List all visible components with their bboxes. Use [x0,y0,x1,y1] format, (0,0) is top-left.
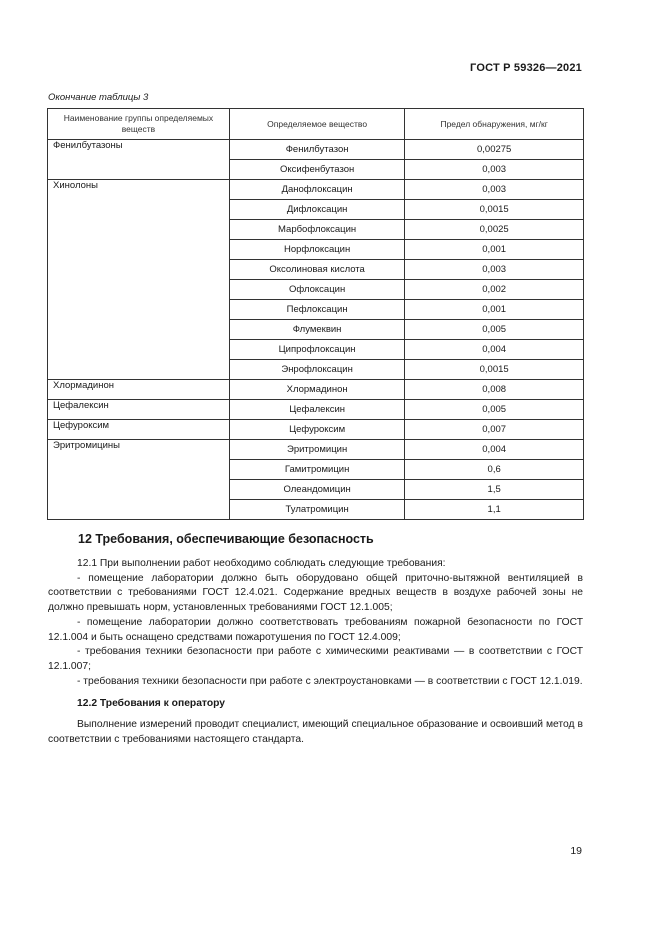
header-limit: Предел обнаружения, мг/кг [405,109,584,140]
substance-cell: Гамитромицин [229,460,404,480]
substance-cell: Пефлоксацин [229,300,404,320]
group-name-cell: Эритромицины [48,440,230,520]
substance-cell: Цефалексин [229,400,404,420]
limit-cell: 0,003 [405,180,584,200]
section-body [48,557,583,747]
substance-cell: Данофлоксацин [229,180,404,200]
group-name-cell: Цефуроксим [48,420,230,440]
table-row [48,380,584,400]
page-number: 19 [570,845,582,857]
table-caption: Окончание таблицы 3 [48,92,149,103]
limit-cell: 0,007 [405,420,584,440]
substance-cell: Марбофлоксацин [229,220,404,240]
limit-cell: 0,008 [405,380,584,400]
limit-cell: 0,0015 [405,360,584,380]
table-body [48,140,584,520]
substance-cell: Фенилбутазон [229,140,404,160]
limit-cell: 0,001 [405,300,584,320]
substance-cell: Флумеквин [229,320,404,340]
substance-cell: Ципрофлоксацин [229,340,404,360]
subsection-title: 12.2 Требования к оператору [77,698,226,710]
header-group: Наименование группы определяемых веществ [48,109,230,140]
paragraph: Выполнение измерений проводит специалист, имеющий специальное образование и освоивший метод в соответствии с требованиями настоящего стандарта. [48,719,583,745]
paragraph: - помещение лаборатории должно быть оборудовано общей приточно-вытяжной вентиляцией в соответствии с требованиями ГОСТ 12.4.021. Содержание вредных веществ в воздухе рабочей зоны не должно превышать норм, установленных требованиями ГОСТ 12.1.005; [48,572,583,614]
group-name-cell: Цефалексин [48,400,230,420]
paragraph: - помещение лаборатории должно соответствовать требованиям пожарной безопасности по ГОСТ 12.1.004 и быть оснащено средствами пожаротушения по ГОСТ 12.4.009; [48,616,583,643]
limit-cell: 0,001 [405,240,584,260]
limit-cell: 1,5 [405,480,584,500]
limit-cell: 1,1 [405,500,584,520]
substance-cell: Оксифенбутазон [229,160,404,180]
paragraph: - требования техники безопасности при работе с химическими реактивами — в соответствии с ГОСТ 12.1.007; [48,646,583,672]
table-row [48,180,584,200]
substance-cell: Цефуроксим [229,420,404,440]
limit-cell: 0,0015 [405,200,584,220]
substance-cell: Энрофлоксацин [229,360,404,380]
limit-cell: 0,0025 [405,220,584,240]
limit-cell: 0,00275 [405,140,584,160]
substance-cell: Эритромицин [229,440,404,460]
substance-cell: Норфлоксацин [229,240,404,260]
paragraph: - требования техники безопасности при работе с электроустановками — в соответствии с ГОСТ 12.1.019. [77,675,583,687]
substance-cell: Олеандомицин [229,480,404,500]
table-row [48,400,584,420]
limit-cell: 0,004 [405,440,584,460]
group-name-cell: Фенилбутазоны [48,140,230,180]
substance-cell: Дифлоксацин [229,200,404,220]
group-name-cell: Хлормадинон [48,380,230,400]
substance-cell: Оксолиновая кислота [229,260,404,280]
limit-cell: 0,005 [405,400,584,420]
section-title: 12 Требования, обеспечивающие безопасность [78,532,374,546]
substance-cell: Офлоксацин [229,280,404,300]
limit-cell: 0,6 [405,460,584,480]
table-row [48,440,584,460]
substance-cell: Тулатромицин [229,500,404,520]
limit-cell: 0,002 [405,280,584,300]
limit-cell: 0,003 [405,260,584,280]
header-substance: Определяемое вещество [229,109,404,140]
limit-cell: 0,004 [405,340,584,360]
paragraph: 12.1 При выполнении работ необходимо соблюдать следующие требования: [77,558,446,569]
limit-cell: 0,005 [405,320,584,340]
group-name-cell: Хинолоны [48,180,230,380]
table-row [48,420,584,440]
limit-cell: 0,003 [405,160,584,180]
table-header-row [48,109,584,140]
substance-cell: Хлормадинон [229,380,404,400]
table-row [48,140,584,160]
standard-designation: ГОСТ Р 59326—2021 [470,62,582,74]
detection-limits-table [47,108,584,520]
